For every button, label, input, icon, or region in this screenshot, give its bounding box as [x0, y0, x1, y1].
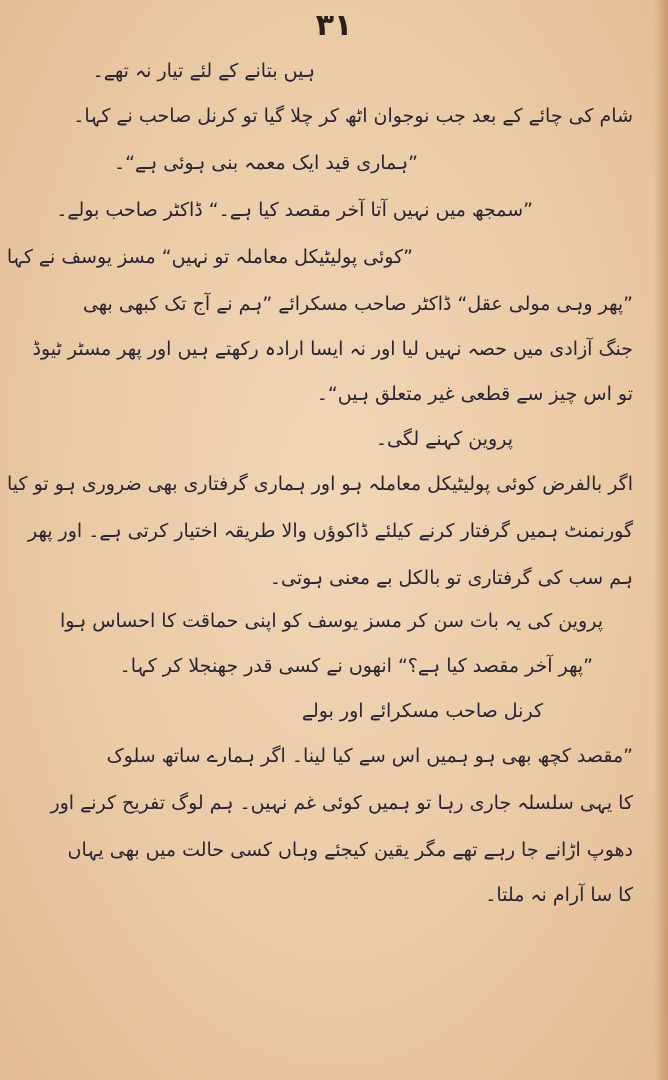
text-line: کا سا آرام نہ ملتا۔: [485, 884, 633, 906]
text-line: ہیں بتانے کے لئے تیار نہ تھے۔: [92, 60, 315, 82]
text-line: ”ہماری قید ایک معمہ بنی ہوئی ہے“۔: [113, 152, 418, 174]
page-text: [6, 58, 633, 909]
text-line: پروین کہنے لگی۔: [375, 428, 513, 450]
text-line: ہم سب کی گرفتاری تو بالکل بے معنی ہوتی۔: [269, 567, 633, 589]
text-line: کرنل صاحب مسکرائے اور بولے: [301, 700, 543, 722]
text-line: ”کوئی پولیٹیکل معاملہ تو نہیں“ مسز یوسف نے کہا: [6, 246, 413, 268]
text-line: کا یہی سلسلہ جاری رہا تو ہمیں کوئی غم نہیں۔ ہم لوگ تفریح کرنے اور: [50, 792, 633, 814]
text-line: ”سمجھ میں نہیں آتا آخر مقصد کیا ہے۔“ ڈاکٹر صاحب بولے۔: [56, 199, 533, 221]
text-line: ”پھر آخر مقصد کیا ہے؟“ انھوں نے کسی قدر جھنجلا کر کہا۔: [119, 655, 593, 677]
page-number: ۳۱: [315, 8, 353, 43]
text-line: تو اس چیز سے قطعی غیر متعلق ہیں“۔: [316, 383, 633, 405]
text-line: پروین کی یہ بات سن کر مسز یوسف کو اپنی حماقت کا احساس ہوا: [60, 610, 603, 632]
text-line: اگر بالفرض کوئی پولیٹیکل معاملہ ہو اور ہماری گرفتاری بھی ضروری ہو تو کیا: [7, 473, 633, 495]
text-line: شام کی چائے کے بعد جب نوجوان اٹھ کر چلا گیا تو کرنل صاحب نے کہا۔: [73, 105, 633, 127]
text-line: گورنمنٹ ہمیں گرفتار کرنے کیلئے ڈاکوؤں والا طریقہ اختیار کرتی ہے۔ اور پھر: [27, 520, 633, 542]
text-line: دھوپ اڑانے جا رہے تھے مگر یقین کیجئے وہاں کسی حالت میں بھی یہاں: [67, 839, 633, 861]
text-line: ”پھر وہی مولی عقل“ ڈاکٹر صاحب مسکرائے ”ہم نے آج تک کبھی بھی: [82, 293, 633, 315]
text-line: ”مقصد کچھ بھی ہو ہمیں اس سے کیا لینا۔ اگر ہمارے ساتھ سلوک: [106, 745, 633, 767]
text-line: جنگ آزادی میں حصہ نہیں لیا اور نہ ایسا ارادہ رکھتے ہیں اور پھر مسٹر ٹیوڈ: [32, 338, 633, 360]
